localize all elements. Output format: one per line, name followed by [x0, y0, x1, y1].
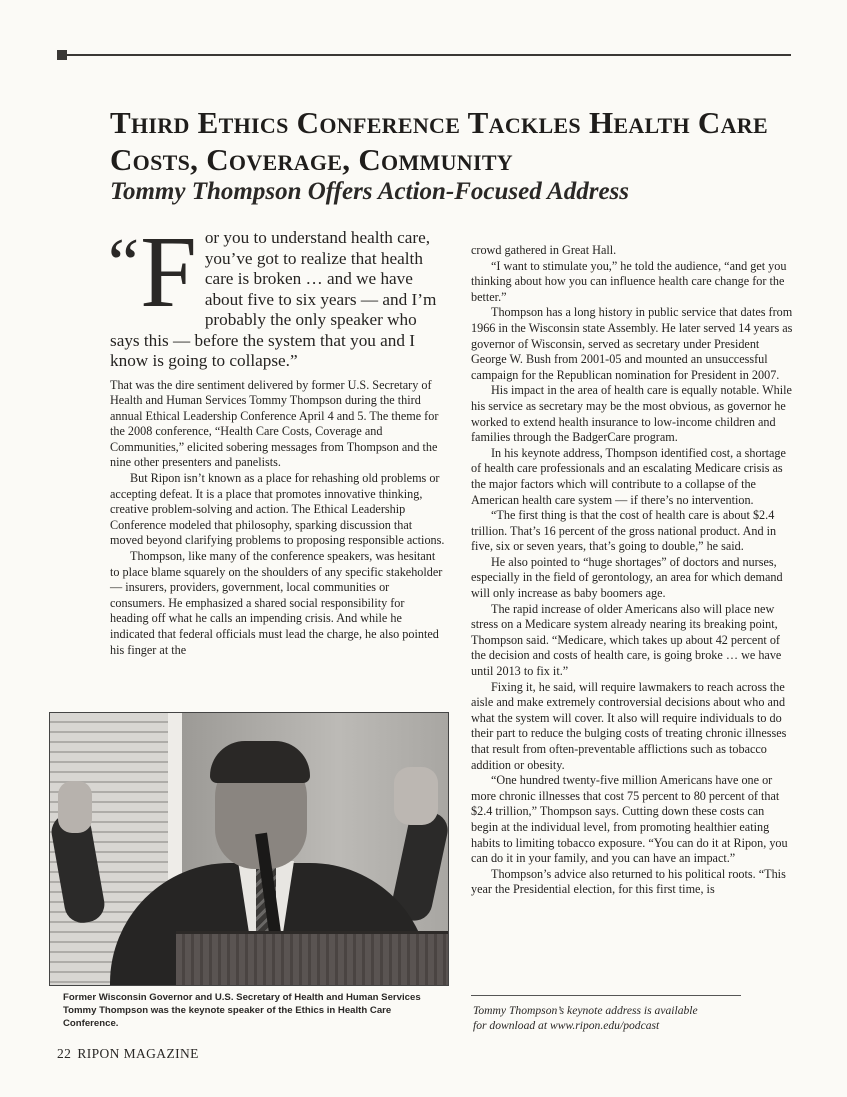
photo-left-hand [58, 781, 92, 833]
podcast-note-line: Tommy Thompson’s keynote address is available [473, 1004, 698, 1017]
body-paragraph: crowd gathered in Great Hall. [471, 243, 617, 257]
body-paragraph: In his keynote address, Thompson identified cost, a shortage of health care professionals and an escalating Medicare crisis as the major factors which will contribute to a collapse of the American health care system — if there’s no intervention. [471, 445, 786, 507]
header-rule-line [67, 54, 791, 56]
right-column [471, 243, 793, 898]
podcast-note [473, 1003, 773, 1033]
body-paragraph: Fixing it, he said, will require lawmakers to reach across the aisle and make extremely controversial decisions about who and what the system will cover. It also will require individuals to do their part to reduce the bulging costs of treating chronic illnesses that result from often-preventable afflictions such as tobacco addition or obesity. [471, 679, 787, 772]
left-column [108, 216, 445, 658]
header-rule-square [57, 50, 67, 60]
body-paragraph: “I want to stimulate you,” he told the audience, “and get you thinking about how you can influence health care change for the better.” [471, 258, 787, 304]
pull-quote [108, 216, 445, 372]
body-paragraph: The rapid increase of older Americans also will place new stress on a Medicare system already nearing its breaking point, Thompson said. “Medicare, which takes up about 42 percent of the decision and costs of health care, is going broke … we have until 2013 to fix it.” [471, 601, 782, 679]
article-headline: Third Ethics Conference Tackles Health Care Costs, Coverage, Community [110, 105, 768, 177]
body-paragraph: Thompson’s advice also returned to his political roots. “This year the Presidential election, for this first time, is [471, 866, 786, 897]
article-subhead: Tommy Thompson Offers Action-Focused Address [110, 178, 630, 205]
page-number: 22 [57, 1046, 72, 1061]
body-paragraph: Thompson, like many of the conference speakers, was hesitant to place blame squarely on the shoulders of any specific stakeholder — insurers, providers, government, local communities or consumers. He emphasized a shared social responsibility for heading off what he calls an impending crisis. And while he indicated that federal officials must lead the charge, he also pointed his finger at the [110, 549, 443, 657]
photo-caption: Former Wisconsin Governor and U.S. Secretary of Health and Human Services Tommy Thompson was the keynote speaker of the Ethics in Health Care Conference. [63, 992, 421, 1029]
body-paragraph: “One hundred twenty-five million Americans have one or more chronic illnesses that cost 75 percent to 80 percent of that $2.4 trillion,” Thompson says. Cutting down these costs can begin at the individual level, from promoting healthier eating habits to limiting tobacco exposure. “You can do it at Ripon, you can do it in your family, and you can have an impact.” [471, 773, 788, 866]
page-footer [57, 1046, 199, 1062]
body-paragraph: His impact in the area of health care is equally notable. While his service as secretary may be the most obvious, as governor he worked to extend health insurance to low-income children and families through the BadgerCare program. [471, 383, 792, 445]
drop-cap-letter: F [140, 216, 197, 329]
body-paragraph: That was the dire sentiment delivered by former U.S. Secretary of Health and Human Services Tommy Thompson during the third annual Ethical Leadership Conference April 4 and 5. The theme for the 2008 conference, “Health Care Costs, Coverage and Communities,” elicited sobering messages from Thompson and the nine other presenters and panelists. [110, 377, 439, 470]
drop-cap-quote-mark: “ [108, 225, 140, 302]
body-paragraph: He also pointed to “huge shortages” of doctors and nurses, especially in the field of gerontology, an area for which demand will only increase as baby boomers age. [471, 554, 783, 601]
speaker-photo [49, 712, 449, 986]
body-paragraph: Thompson has a long history in public service that dates from 1966 in the Wisconsin state Assembly. He later served 14 years as governor of Wisconsin, served as secretary under President George W. Bush from 2001-05 and mounted an unsuccessful campaign for the Republican nomination for President in 2007. [471, 305, 793, 382]
photo-podium [176, 931, 448, 986]
body-paragraph: “The first thing is that the cost of health care is about $2.4 trillion. That’s 16 percent of the gross national product. And in five, six or seven years, that’s going to double,” he said. [471, 508, 777, 554]
body-paragraph: But Ripon isn’t known as a place for rehashing old problems or accepting defeat. It is a place that promotes innovative thinking, creative problem-solving and action. The Ethical Leadership Conference modeled that philosophy, sparking discussion that moved beyond clarifying problems to proposing responsible actions. [110, 471, 445, 548]
podcast-note-line: for download at www.ripon.edu/podcast [473, 1019, 660, 1032]
photo-right-hand [394, 767, 438, 825]
note-divider [471, 995, 741, 996]
drop-cap [108, 216, 197, 329]
pull-quote-text: or you to understand health care, you’ve got to realize that health care is broken … and we have about five to six years — and I’m probably the only speaker who says this — before the system that you and I know is going to collapse.” [110, 228, 437, 370]
photo-hair [210, 741, 310, 783]
magazine-name: RIPON MAGAZINE [77, 1046, 199, 1061]
